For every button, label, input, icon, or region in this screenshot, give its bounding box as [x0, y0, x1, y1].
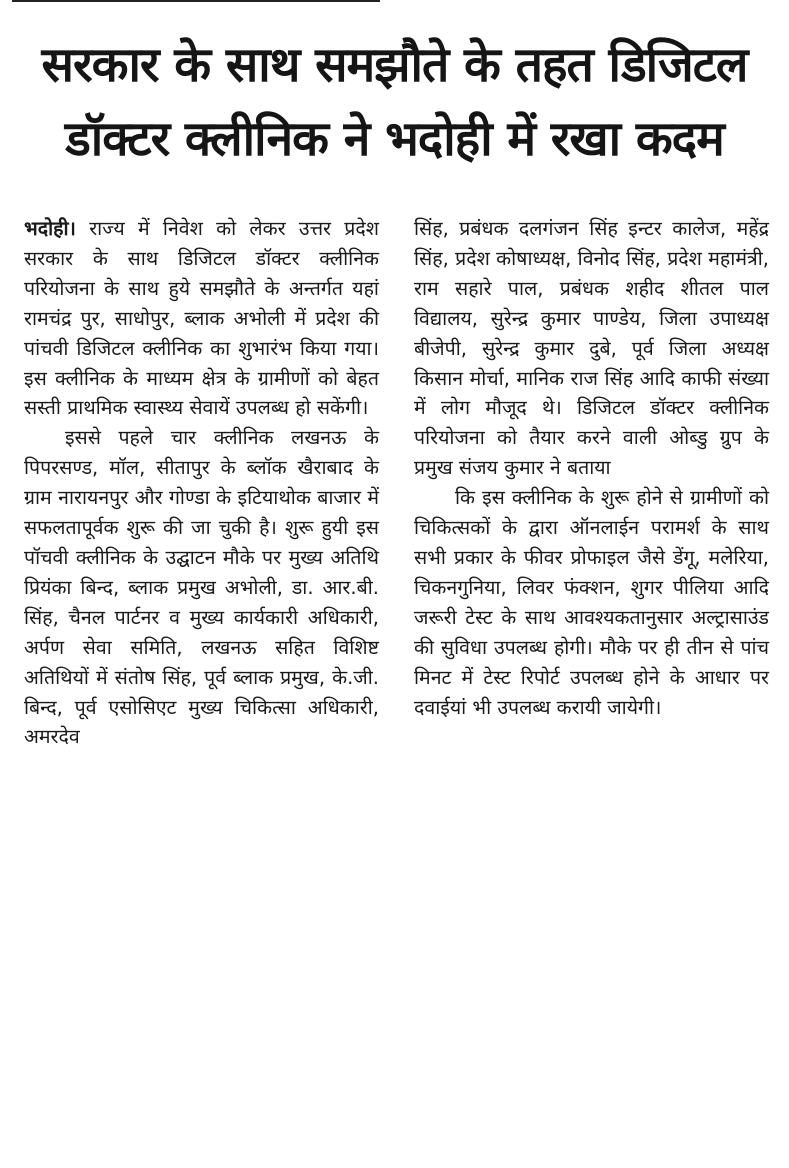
right-paragraph-2: कि इस क्लीनिक के शुरू होने से ग्रामीणों को चिकित्सकों के द्वारा ऑनलाईन परामर्श के साथ सभी प्रकार के फीवर प्रोफाइल जैसे डेंगू, मलेरिया, चिकनगुनिया, लिवर फंक्शन, शुगर पीलिया आदि जरूरी टेस्ट के साथ आवश्यकतानुसार अल्ट्रासाउंड की सुविधा उपलब्ध होगी। मौके पर ही तीन से पांच मिनट में टेस्ट रिपोर्ट उपलब्ध होने के आधार पर दवाईयां भी उपलब्ध करायी जायेगी।: [414, 486, 769, 719]
top-rule: [12, 0, 380, 2]
right-paragraph-1: सिंह, प्रबंधक दलगंजन सिंह इन्टर कालेज, महेंद्र सिंह, प्रदेश कोषाध्यक्ष, विनोद सिंह, प्रदेश महामंत्री, राम सहारे पाल, प्रबंधक शहीद शीतल पाल विद्यालय, सुरेन्द्र कुमार पाण्डेय, जिला उपाध्यक्ष बीजेपी, सुरेन्द्र कुमार दुबे, पूर्व जिला अध्यक्ष किसान मोर्चा, मानिक राज सिंह आदि काफी संख्या में लोग मौजूद थे। डिजिटल डॉक्टर क्लीनिक परियोजना को तैयार करने वाली ओब्डु ग्रुप के प्रमुख संजय कुमार ने बताया: [414, 217, 769, 480]
left-column: [24, 214, 379, 752]
left-paragraph-1-text: राज्य में निवेश को लेकर उत्तर प्रदेश सरकार के साथ डिजिटल डॉक्टर क्लीनिक परियोजना के साथ हुये समझौते के अन्तर्गत यहां रामचंद्र पुर, साधोपुर, ब्लाक अभोली में प्रदेश की पांचवी डिजिटल क्लीनिक का शुभारंभ किया गया। इस क्लीनिक के माध्यम क्षेत्र के ग्रामीणों को बेहत सस्ती प्राथमिक स्वास्थ्य सेवायें उपलब्ध हो सकेंगी।: [24, 217, 379, 420]
left-paragraph-1: [24, 214, 379, 423]
right-column: [414, 214, 769, 722]
left-paragraph-2: इससे पहले चार क्लीनिक लखनऊ के पिपरसण्ड, मॉल, सीतापुर के ब्लॉक खैराबाद के ग्राम नारायनपुर और गोण्डा के इटियाथोक बाजार में सफलतापूर्वक शुरू की जा चुकी है। शुरू हुयी इस पॉचवी क्लीनिक के उद्घाटन मौके पर मुख्य अतिथि प्रियंका बिन्द, ब्लाक प्रमुख अभोली, डा. आर.बी. सिंह, चैनल पार्टनर व मुख्य कार्यकारी अधिकारी, अर्पण सेवा समिति, लखनऊ सहित विशिष्ट अतिथियों में संतोष सिंह, पूर्व ब्लाक प्रमुख, के.जी. बिन्द, पूर्व एसोसिएट मुख्य चिकित्सा अधिकारी, अमरदेव: [24, 426, 379, 749]
headline: [8, 28, 781, 176]
dateline: भदोही।: [24, 217, 76, 240]
headline-line-2: डॉक्टर क्लीनिक ने भदोही में रखा कदम: [65, 111, 724, 167]
headline-line-1: सरकार के साथ समझौते के तहत डिजिटल: [41, 37, 748, 93]
